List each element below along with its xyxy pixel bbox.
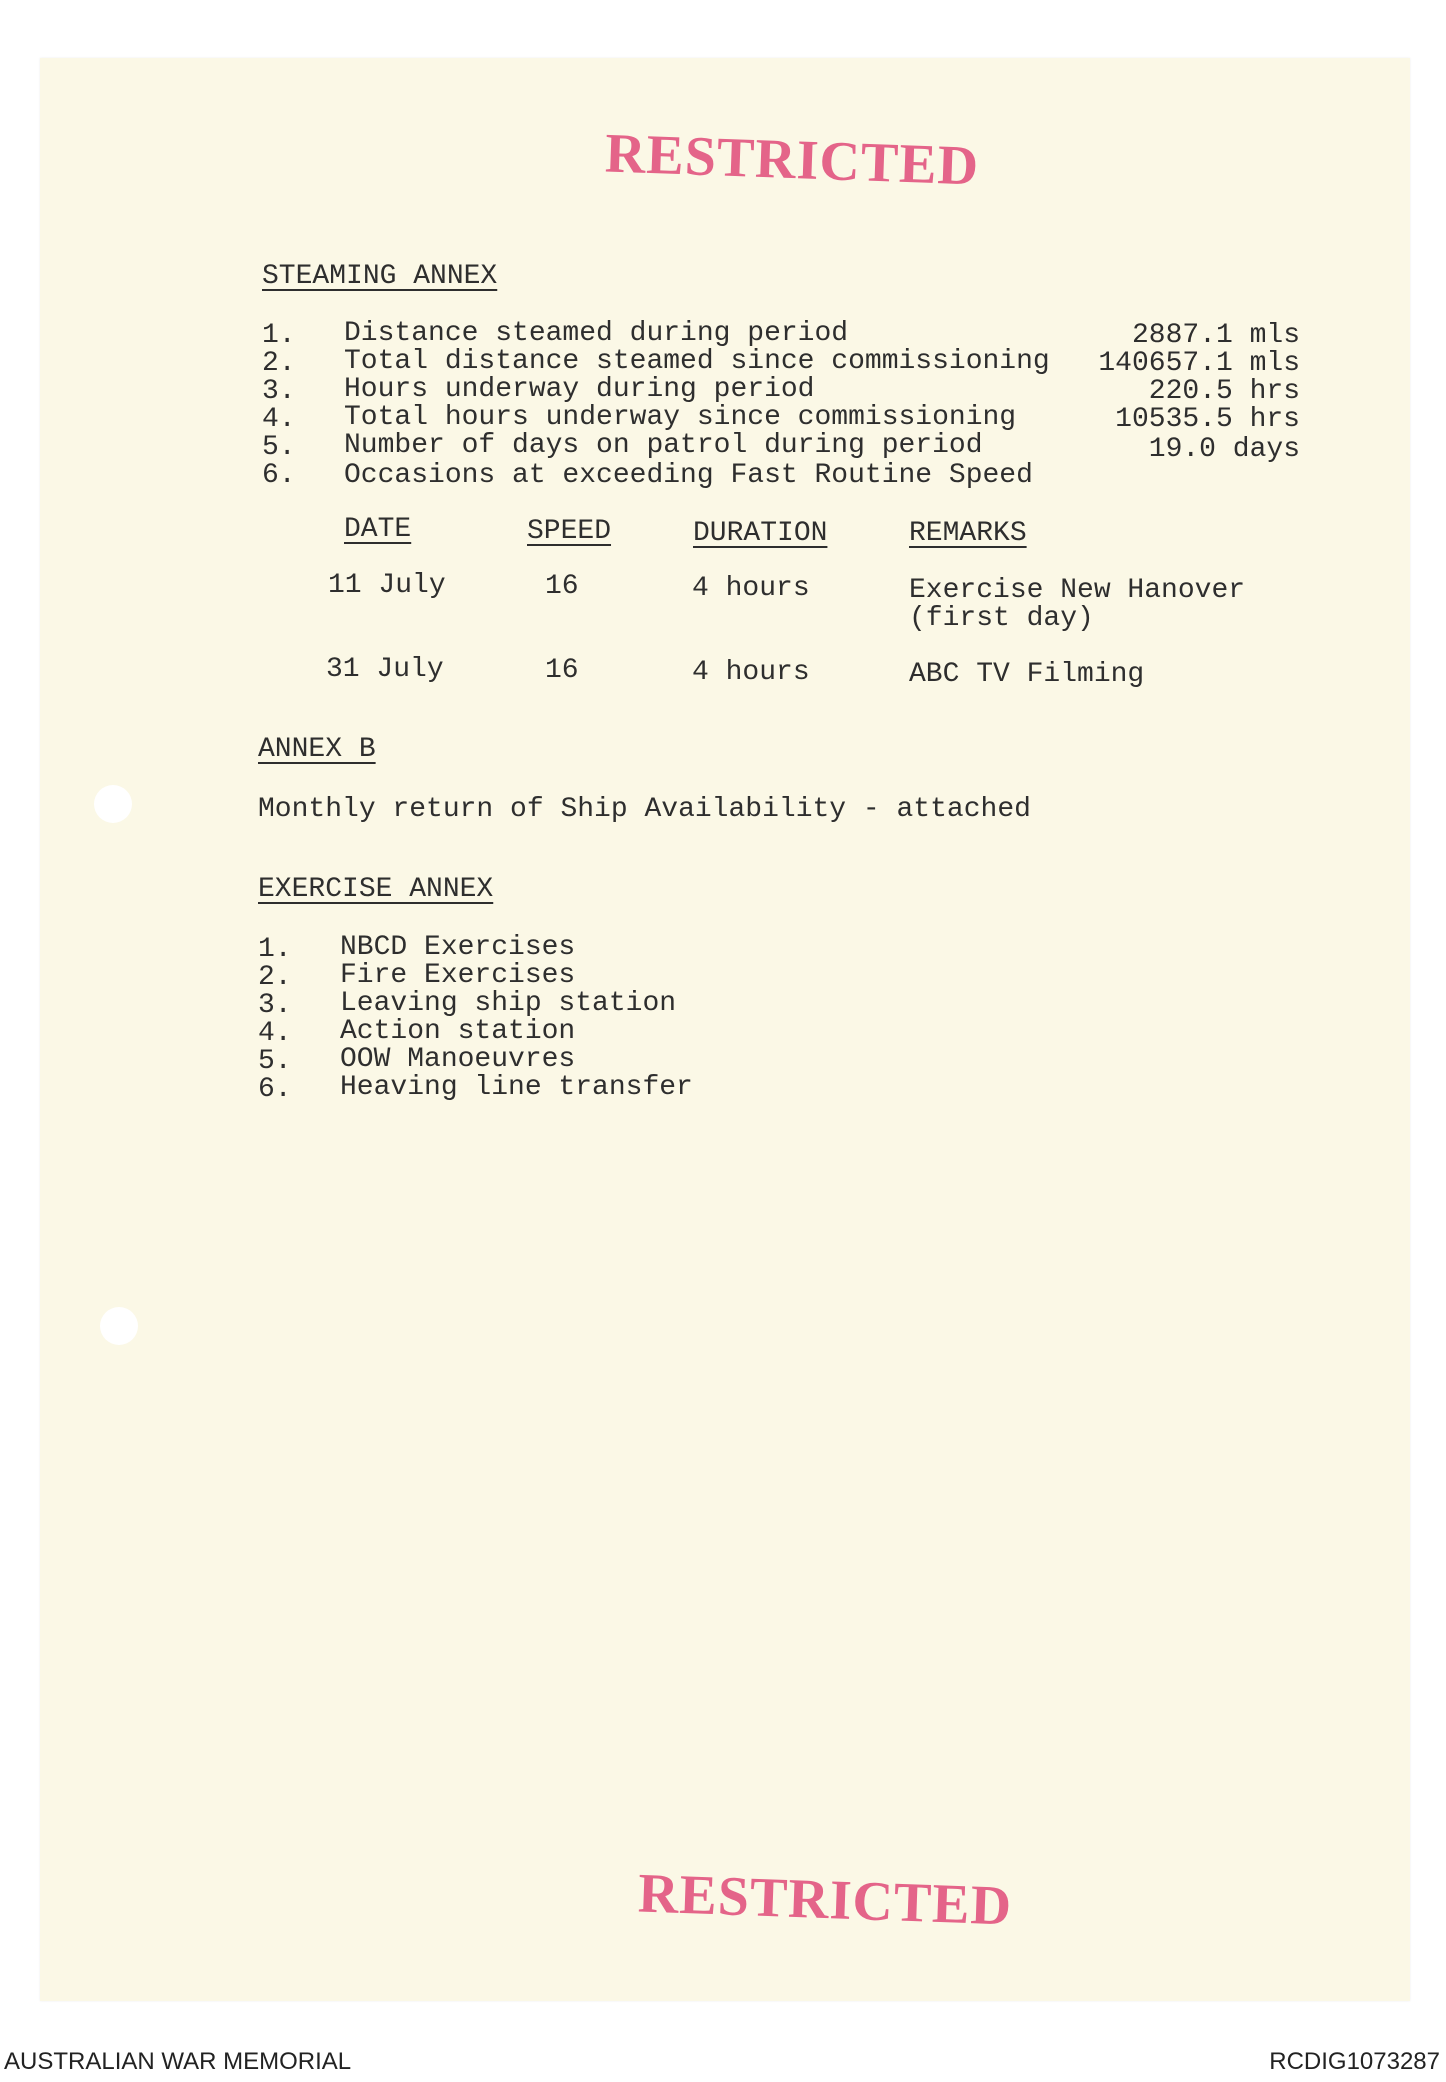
annex-b-text: Monthly return of Ship Availability - attached <box>258 794 1031 825</box>
item-number: 2. <box>262 348 296 379</box>
annex-b-heading: ANNEX B <box>258 734 376 765</box>
cell-date: 31 July <box>326 654 444 685</box>
item-label: NBCD Exercises <box>340 932 576 963</box>
item-label: OOW Manoeuvres <box>340 1044 576 1075</box>
cell-duration: 4 hours <box>692 657 810 688</box>
item-label: Heaving line transfer <box>340 1072 693 1103</box>
footer-identifier: RCDIG1073287 <box>1269 2048 1440 2075</box>
footer-source: AUSTRALIAN WAR MEMORIAL <box>4 2048 352 2075</box>
restricted-stamp-bottom: RESTRICTED <box>637 1862 1014 1938</box>
item-value: 220.5 hrs <box>1148 376 1300 407</box>
cell-date: 11 July <box>328 570 446 601</box>
punch-hole <box>94 785 132 823</box>
exercise-annex-heading: EXERCISE ANNEX <box>258 874 494 905</box>
column-header-duration: DURATION <box>693 518 828 549</box>
item-value: 140657.1 mls <box>1098 348 1300 379</box>
cell-speed: 16 <box>545 571 579 602</box>
item-label: Hours underway during period <box>344 374 815 405</box>
item-label: Total distance steamed since commissioning <box>344 346 1050 377</box>
column-header-speed: SPEED <box>527 516 612 547</box>
cell-speed: 16 <box>545 655 579 686</box>
item-number: 5. <box>262 432 296 463</box>
cell-remarks-continued: (first day) <box>909 603 1094 634</box>
item-number: 6. <box>258 1074 292 1105</box>
item-number: 5. <box>258 1046 292 1077</box>
item-label: Leaving ship station <box>340 988 677 1019</box>
item-value: 2887.1 mls <box>1131 320 1300 351</box>
restricted-stamp-top: RESTRICTED <box>604 122 981 198</box>
item-number: 4. <box>258 1018 292 1049</box>
item-number: 4. <box>262 404 296 435</box>
item-number: 2. <box>258 962 292 993</box>
item-label: Fire Exercises <box>340 960 576 991</box>
column-header-remarks: REMARKS <box>909 518 1027 549</box>
item-label: Total hours underway since commissioning <box>344 402 1017 433</box>
cell-remarks: Exercise New Hanover <box>909 575 1246 606</box>
item-label: Number of days on patrol during period <box>344 430 983 461</box>
item-number: 1. <box>262 320 296 351</box>
item-value: 19.0 days <box>1148 434 1300 465</box>
cell-remarks: ABC TV Filming <box>909 659 1145 690</box>
item-number: 6. <box>262 460 296 491</box>
item-number: 3. <box>262 376 296 407</box>
item-label: Action station <box>340 1016 576 1047</box>
punch-hole <box>100 1307 138 1345</box>
item-value: 10535.5 hrs <box>1115 404 1300 435</box>
steaming-annex-heading: STEAMING ANNEX <box>262 261 498 292</box>
item-label: Distance steamed during period <box>344 318 849 349</box>
column-header-date: DATE <box>344 514 412 545</box>
item-label: Occasions at exceeding Fast Routine Speed <box>344 460 1033 491</box>
item-number: 1. <box>258 934 292 965</box>
cell-duration: 4 hours <box>692 573 810 604</box>
item-number: 3. <box>258 990 292 1021</box>
